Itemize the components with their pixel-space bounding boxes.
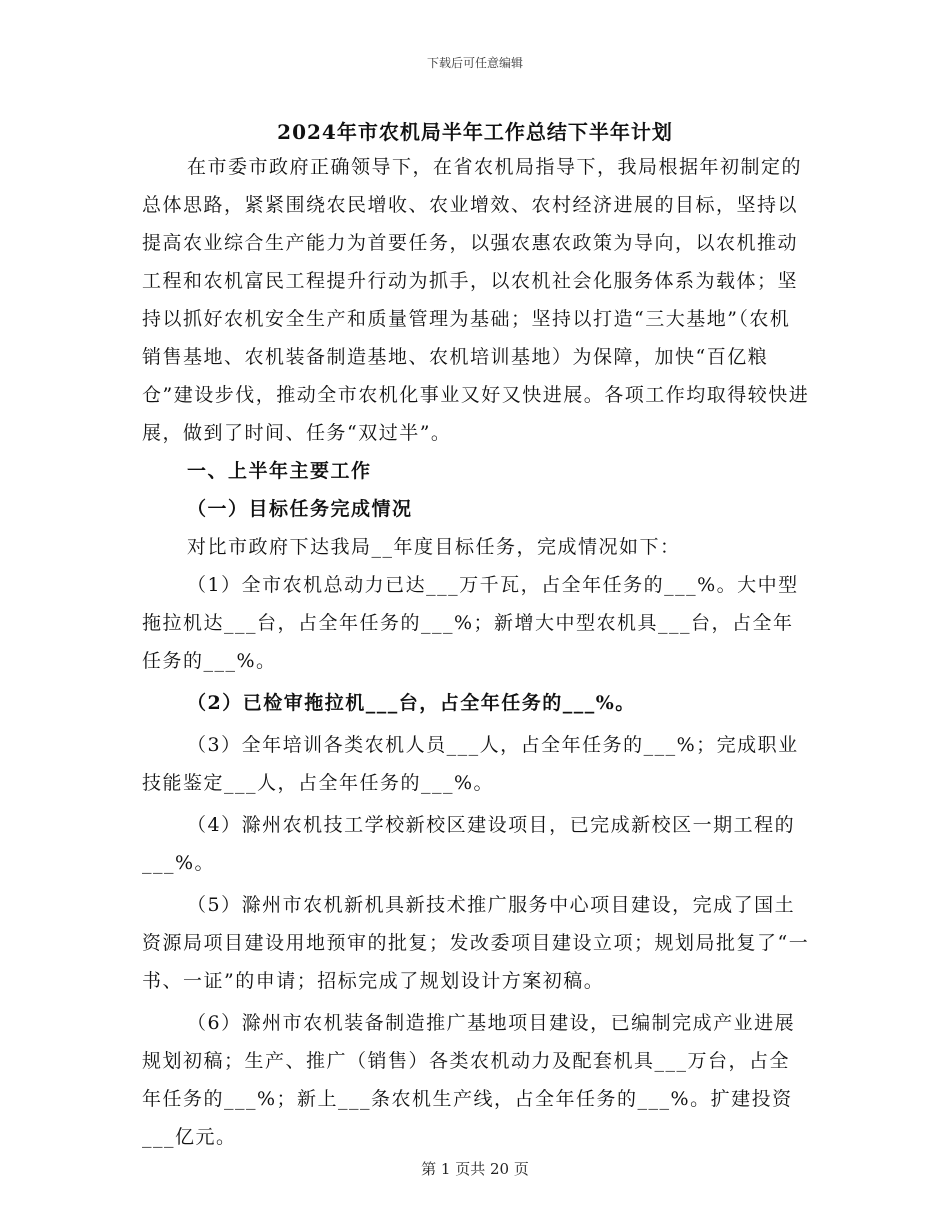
- page-footer: 第 1 页共 20 页: [421, 1160, 529, 1178]
- document-body: [142, 148, 810, 1156]
- list-item-1: （1）全市农机总动力已达___万千瓦，占全年任务的___%。大中型拖拉机达___台，占全年任务的___%；新增大中型农机具___台，占全年任务的___%。: [142, 574, 799, 672]
- body-paragraph: 对比市政府下达我局__年度目标任务，完成情况如下：: [187, 536, 681, 558]
- list-item-3: （3）全年培训各类农机人员___人，占全年任务的___%；完成职业技能鉴定___人，占全年任务的___%。: [142, 734, 799, 794]
- list-item-5: （5）滁州市农机新机具新技术推广服务中心项目建设，完成了国土资源局项目建设用地预审的批复；发改委项目建设立项；规划局批复了“一书、一证”的申请；招标完成了规划设计方案初稿。: [142, 894, 810, 992]
- page-header: 下载后可任意编辑: [426, 56, 523, 70]
- subsection-heading: （一）目标任务完成情况: [187, 498, 413, 520]
- list-item-6: （6）滁州市农机装备制造推广基地项目建设，已编制完成产业进展规划初稿；生产、推广（销售）各类农机动力及配套机具___万台，占全年任务的___%；新上___条农机生产线，占全年任务的___%。扩建投资___亿元。: [142, 1012, 796, 1148]
- section-heading: 一、上半年主要工作: [187, 460, 372, 482]
- list-item-2: （2）已检审拖拉机___台，占全年任务的___%。: [187, 692, 636, 714]
- list-item-4: （4）滁州农机技工学校新校区建设项目，已完成新校区一期工程的___%。: [142, 814, 796, 874]
- intro-paragraph: 在市委市政府正确领导下，在省农机局指导下，我局根据年初制定的总体思路，紧紧围绕农民增收、农业增效、农村经济进展的目标，坚持以提高农业综合生产能力为首要任务，以强农惠农政策为导向，以农机推动工程和农机富民工程提升行动为抓手，以农机社会化服务体系为载体；坚持以抓好农机安全生产和质量管理为基础；坚持以打造“三大基地”（农机销售基地、农机装备制造基地、农机培训基地）为保障，加快“百亿粮仓”建设步伐，推动全市农机化事业又好又快进展。各项工作均取得较快进展，做到了时间、任务“双过半”。: [142, 156, 810, 444]
- document-title: 2024年市农机局半年工作总结下半年计划: [277, 120, 673, 144]
